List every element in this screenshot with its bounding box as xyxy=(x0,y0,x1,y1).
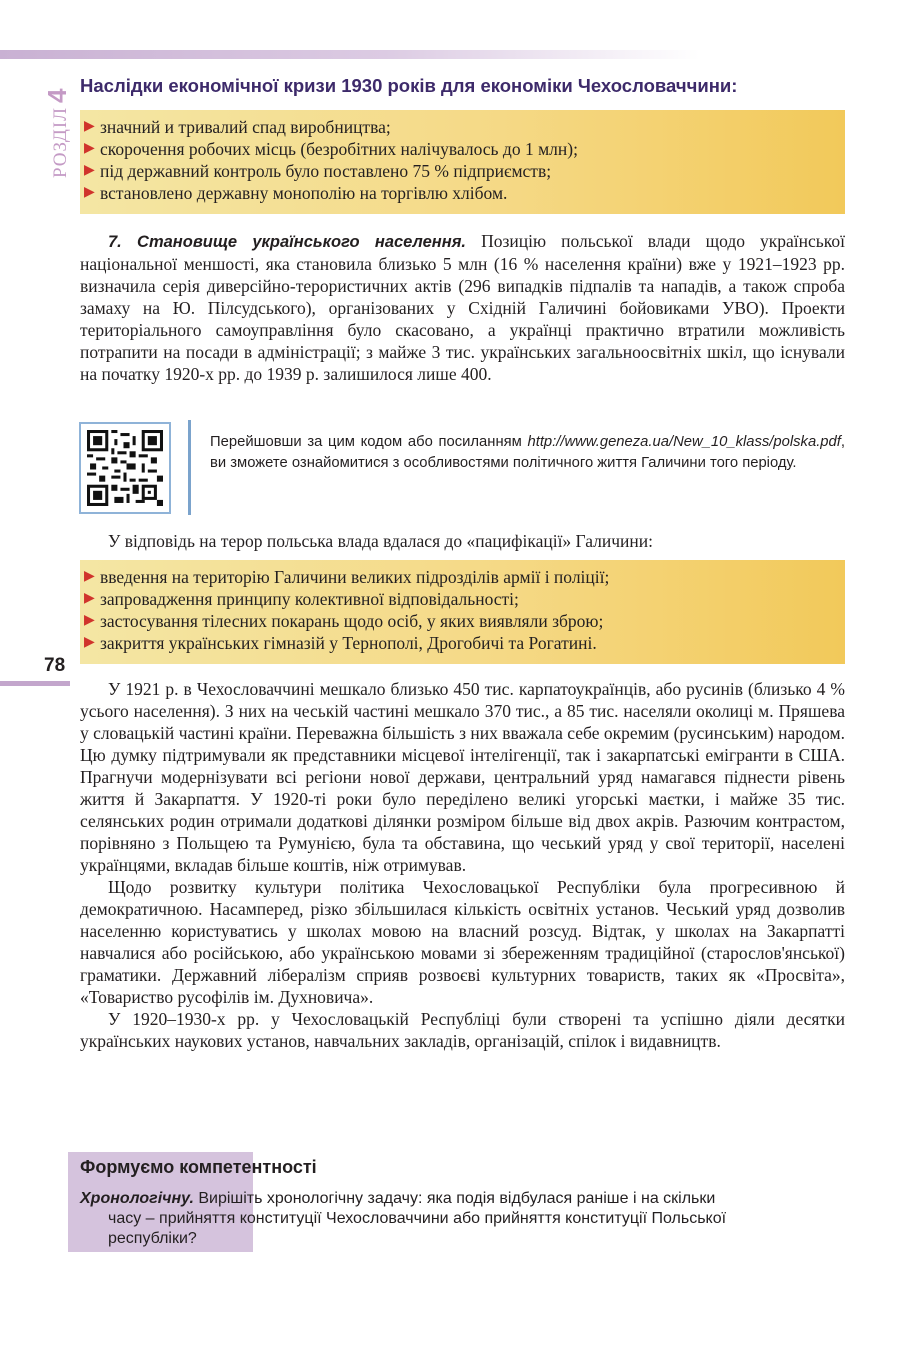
crisis-heading: Наслідки економічної кризи 1930 років для економіки Чехословаччини: xyxy=(80,75,738,96)
triangle-bullet-icon: ▶ xyxy=(84,141,95,156)
competence-label: Хронологічну. xyxy=(80,1190,194,1207)
list-item-text: введення на територію Галичини великих підрозділів армії і поліції; xyxy=(100,567,610,587)
list-item-text: під державний контроль було поставлено 75 % підприємств; xyxy=(100,161,552,181)
qr-code-icon xyxy=(87,430,163,506)
list-item-text: встановлено державну монополію на торгівлю хлібом. xyxy=(100,183,508,203)
triangle-bullet-icon: ▶ xyxy=(84,613,95,628)
triangle-bullet-icon: ▶ xyxy=(84,185,95,200)
section-label-text: РОЗДІЛ xyxy=(50,106,71,178)
page-number: 78 xyxy=(44,655,66,676)
triangle-bullet-icon: ▶ xyxy=(84,591,95,606)
section-side-label xyxy=(42,88,73,178)
qr-code[interactable] xyxy=(79,422,171,514)
list-item xyxy=(84,632,845,654)
competence-text-1: Вирішіть хронологічну задачу: яка подія відбулася раніше і на скільки xyxy=(193,1190,716,1207)
qr-divider-line xyxy=(188,420,191,515)
pacification-intro xyxy=(80,530,845,552)
section7-paragraph xyxy=(80,230,845,385)
qr-note-text: Перейшовши за цим кодом або посиланням xyxy=(210,434,528,450)
section7-title: 7. Становище українського населення. xyxy=(108,233,467,251)
list-item xyxy=(84,566,845,588)
section-number: 4 xyxy=(42,88,72,103)
list-item xyxy=(84,138,845,160)
list-item xyxy=(84,182,845,204)
paragraph: Щодо розвитку культури політика Чехословацької Республіки була прогресивною й демократичною. Насамперед, різко збільшилася кількість освітніх установ. Чеський уряд дозволив населенню користуватись у школах мовою на власний розсуд. Відтак, у школах на Закарпатті навчалися або російською, або українською мовами зі збереженням традиційної (старослов'янської) граматики. Державний лібералізм сприяв розвоєві культурних товариств, таких як «Просвіта», «Товариство русофілів ім. Духновича». xyxy=(80,877,845,1007)
list-item xyxy=(84,160,845,182)
triangle-bullet-icon: ▶ xyxy=(84,635,95,650)
competence-line-1 xyxy=(80,1189,845,1209)
list-item-text: скорочення робочих місць (безробітних налічувалось до 1 млн); xyxy=(100,139,578,159)
list-item-text: значний и тривалий спад виробництва; xyxy=(100,117,391,137)
list-item xyxy=(84,588,845,610)
list-item xyxy=(84,610,845,632)
qr-note-link[interactable]: http://www.geneza.ua/New_10_klass/polska.pdf xyxy=(527,434,841,450)
qr-note-text-end: , ви зможете ознайомитися з особливостями політичного життя Галичини того періоду. xyxy=(210,434,845,471)
competence-title: Формуємо компетентності xyxy=(80,1157,317,1177)
paragraph: У 1920–1930-х рр. у Чехословацькій Республіці були створені та успішно діяли десятки українських наукових установ, навчальних закладів, організацій, спілок і видавництв. xyxy=(80,1009,845,1051)
top-decorative-band xyxy=(0,50,700,59)
pacification-intro-text: У відповідь на терор польська влада вдалася до «пацифікації» Галичини: xyxy=(108,531,654,551)
list-item-text: застосування тілесних покарань щодо осіб, у яких виявляли зброю; xyxy=(100,611,604,631)
competence-task xyxy=(80,1189,845,1249)
page-number-underline xyxy=(0,681,70,686)
triangle-bullet-icon: ▶ xyxy=(84,569,95,584)
section7-text: Позицію польської влади щодо української національної меншості, яка становила близько 5 млн (16 % населення країни) вже у 1921–1923 рр. визначила серія диверсійно-терористичних актів (296 випадків підпалів та нападів, а також спроба замаху на Ю. Пілсудського), організованих у Східній Галичині бойовиками УВО). Проекти територіального самоуправління було скасовано, а українці практично втратили можливість потрапити на посади в адміністрації; з майже 3 тис. українських загальноосвітніх шкіл, що існували на початку 1920-х рр. до 1939 р. залишилося лише 400. xyxy=(80,231,846,384)
competence-line-2: часу – прийняття конституції Чехословаччини або прийняття конституції Польської xyxy=(108,1210,727,1227)
list-item-text: запровадження принципу колективної відповідальності; xyxy=(100,589,519,609)
triangle-bullet-icon: ▶ xyxy=(84,119,95,134)
list-item-text: закриття українських гімназій у Тернополі, Дрогобичі та Рогатині. xyxy=(100,633,597,653)
main-text xyxy=(80,678,845,1052)
crisis-consequences-box xyxy=(80,110,845,214)
qr-note xyxy=(210,432,845,474)
competence-line-3: республіки? xyxy=(108,1230,197,1247)
triangle-bullet-icon: ▶ xyxy=(84,163,95,178)
paragraph: У 1921 р. в Чехословаччині мешкало близько 450 тис. карпатоукраїнців, або русинів (близько 4 % усього населення). З них на чеській частині мешкало 370 тис., а 85 тис. населяли околиці м. Пряшева у словацькій частині країни. Переважна більшість з них вважала себе окремим (русинським) народом. Цю думку підтримували як представники місцевої інтелігенції, так і закарпатські емігранти в США. Прагнучи модернізувати всі регіони нової держави, центральний уряд намагався піднести рівень життя й Закарпаття. У 1920-ті роки було переділено великі угорські маєтки, і майже 35 тис. селянських родин отримали додаткові ділянки розміром більше від двох акрів. Разючим контрастом, порівняно з Польщею та Румунією, була та обставина, що чеський уряд у свої території, населені українцями, вкладав більше коштів, ніж отримував. xyxy=(80,679,845,875)
list-item xyxy=(84,116,845,138)
pacification-box xyxy=(80,560,845,664)
